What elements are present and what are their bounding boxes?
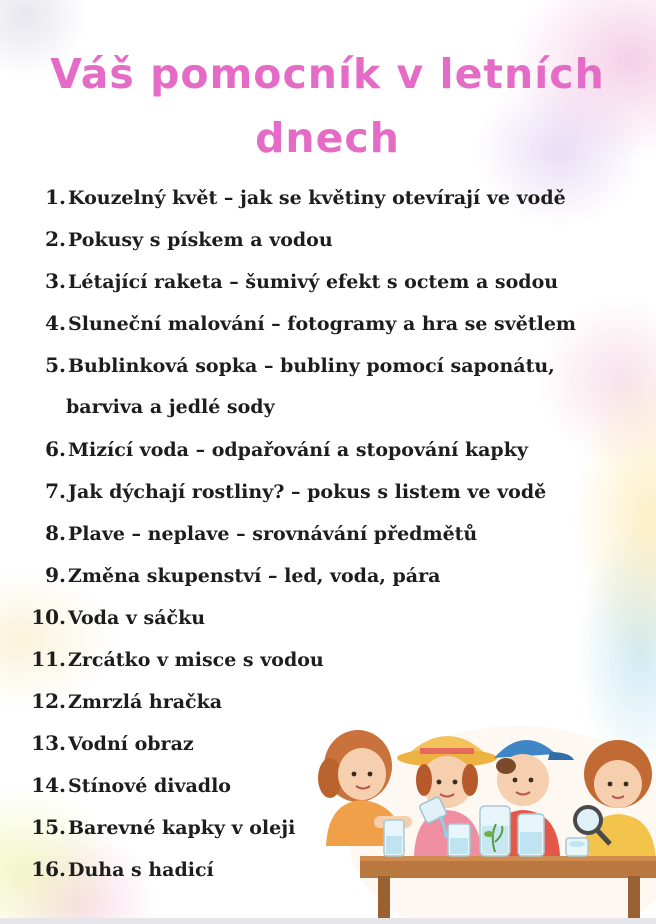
list-item (0, 185, 640, 210)
list-item (0, 353, 640, 378)
item-text: Zrcátko v misce s vodou (68, 649, 324, 671)
list-item (0, 479, 640, 504)
list-item (0, 437, 640, 462)
children-experiment-illustration (318, 716, 656, 924)
item-number: 4. (45, 311, 66, 335)
list-item (0, 227, 640, 252)
item-number: 6. (45, 437, 66, 461)
page-title: Váš pomocník v letních dnech (50, 50, 605, 162)
item-text: Mizící voda – odpařování a stopování kapky (68, 439, 528, 461)
list-item (0, 311, 640, 336)
item-text: Plave – neplave – srovnávání předmětů (68, 523, 478, 545)
item-text: Sluneční malování – fotogramy a hra se světlem (68, 313, 577, 335)
item-text: Létající raketa – šumivý efekt s octem a sodou (68, 271, 559, 293)
item-text: Pokusy s pískem a vodou (68, 229, 333, 251)
item-text: Duha s hadicí (68, 859, 214, 881)
item-text: Vodní obraz (68, 733, 194, 755)
list-item (0, 689, 640, 714)
item-number: 16. (31, 857, 66, 881)
list-item (0, 521, 640, 546)
item-number: 13. (31, 731, 66, 755)
item-number: 11. (31, 647, 66, 671)
item-number: 7. (45, 479, 66, 503)
list-item-continuation: barviva a jedlé sody (66, 396, 275, 418)
list-item (0, 563, 640, 588)
item-text: Změna skupenství – led, voda, pára (68, 565, 441, 587)
item-number: 9. (45, 563, 66, 587)
item-text: Zmrzlá hračka (68, 691, 223, 713)
page-bottom-edge (0, 918, 656, 924)
list-item (0, 647, 640, 672)
item-text: Kouzelný květ – jak se květiny otevírají ve vodě (68, 187, 566, 209)
item-number: 14. (31, 773, 66, 797)
item-text: Jak dýchají rostliny? – pokus s listem ve vodě (68, 481, 547, 503)
item-number: 1. (45, 185, 66, 209)
item-text: Bublinková sopka – bubliny pomocí saponátu, (68, 355, 555, 377)
item-number: 10. (31, 605, 66, 629)
item-number: 2. (45, 227, 66, 251)
item-number: 5. (45, 353, 66, 377)
item-text: Voda v sáčku (68, 607, 206, 629)
item-number: 3. (45, 269, 66, 293)
list-item (0, 605, 640, 630)
item-number: 15. (31, 815, 66, 839)
list-item (0, 269, 640, 294)
item-text: Stínové divadlo (68, 775, 231, 797)
item-number: 12. (31, 689, 66, 713)
item-text: Barevné kapky v oleji (68, 817, 296, 839)
item-number: 8. (45, 521, 66, 545)
